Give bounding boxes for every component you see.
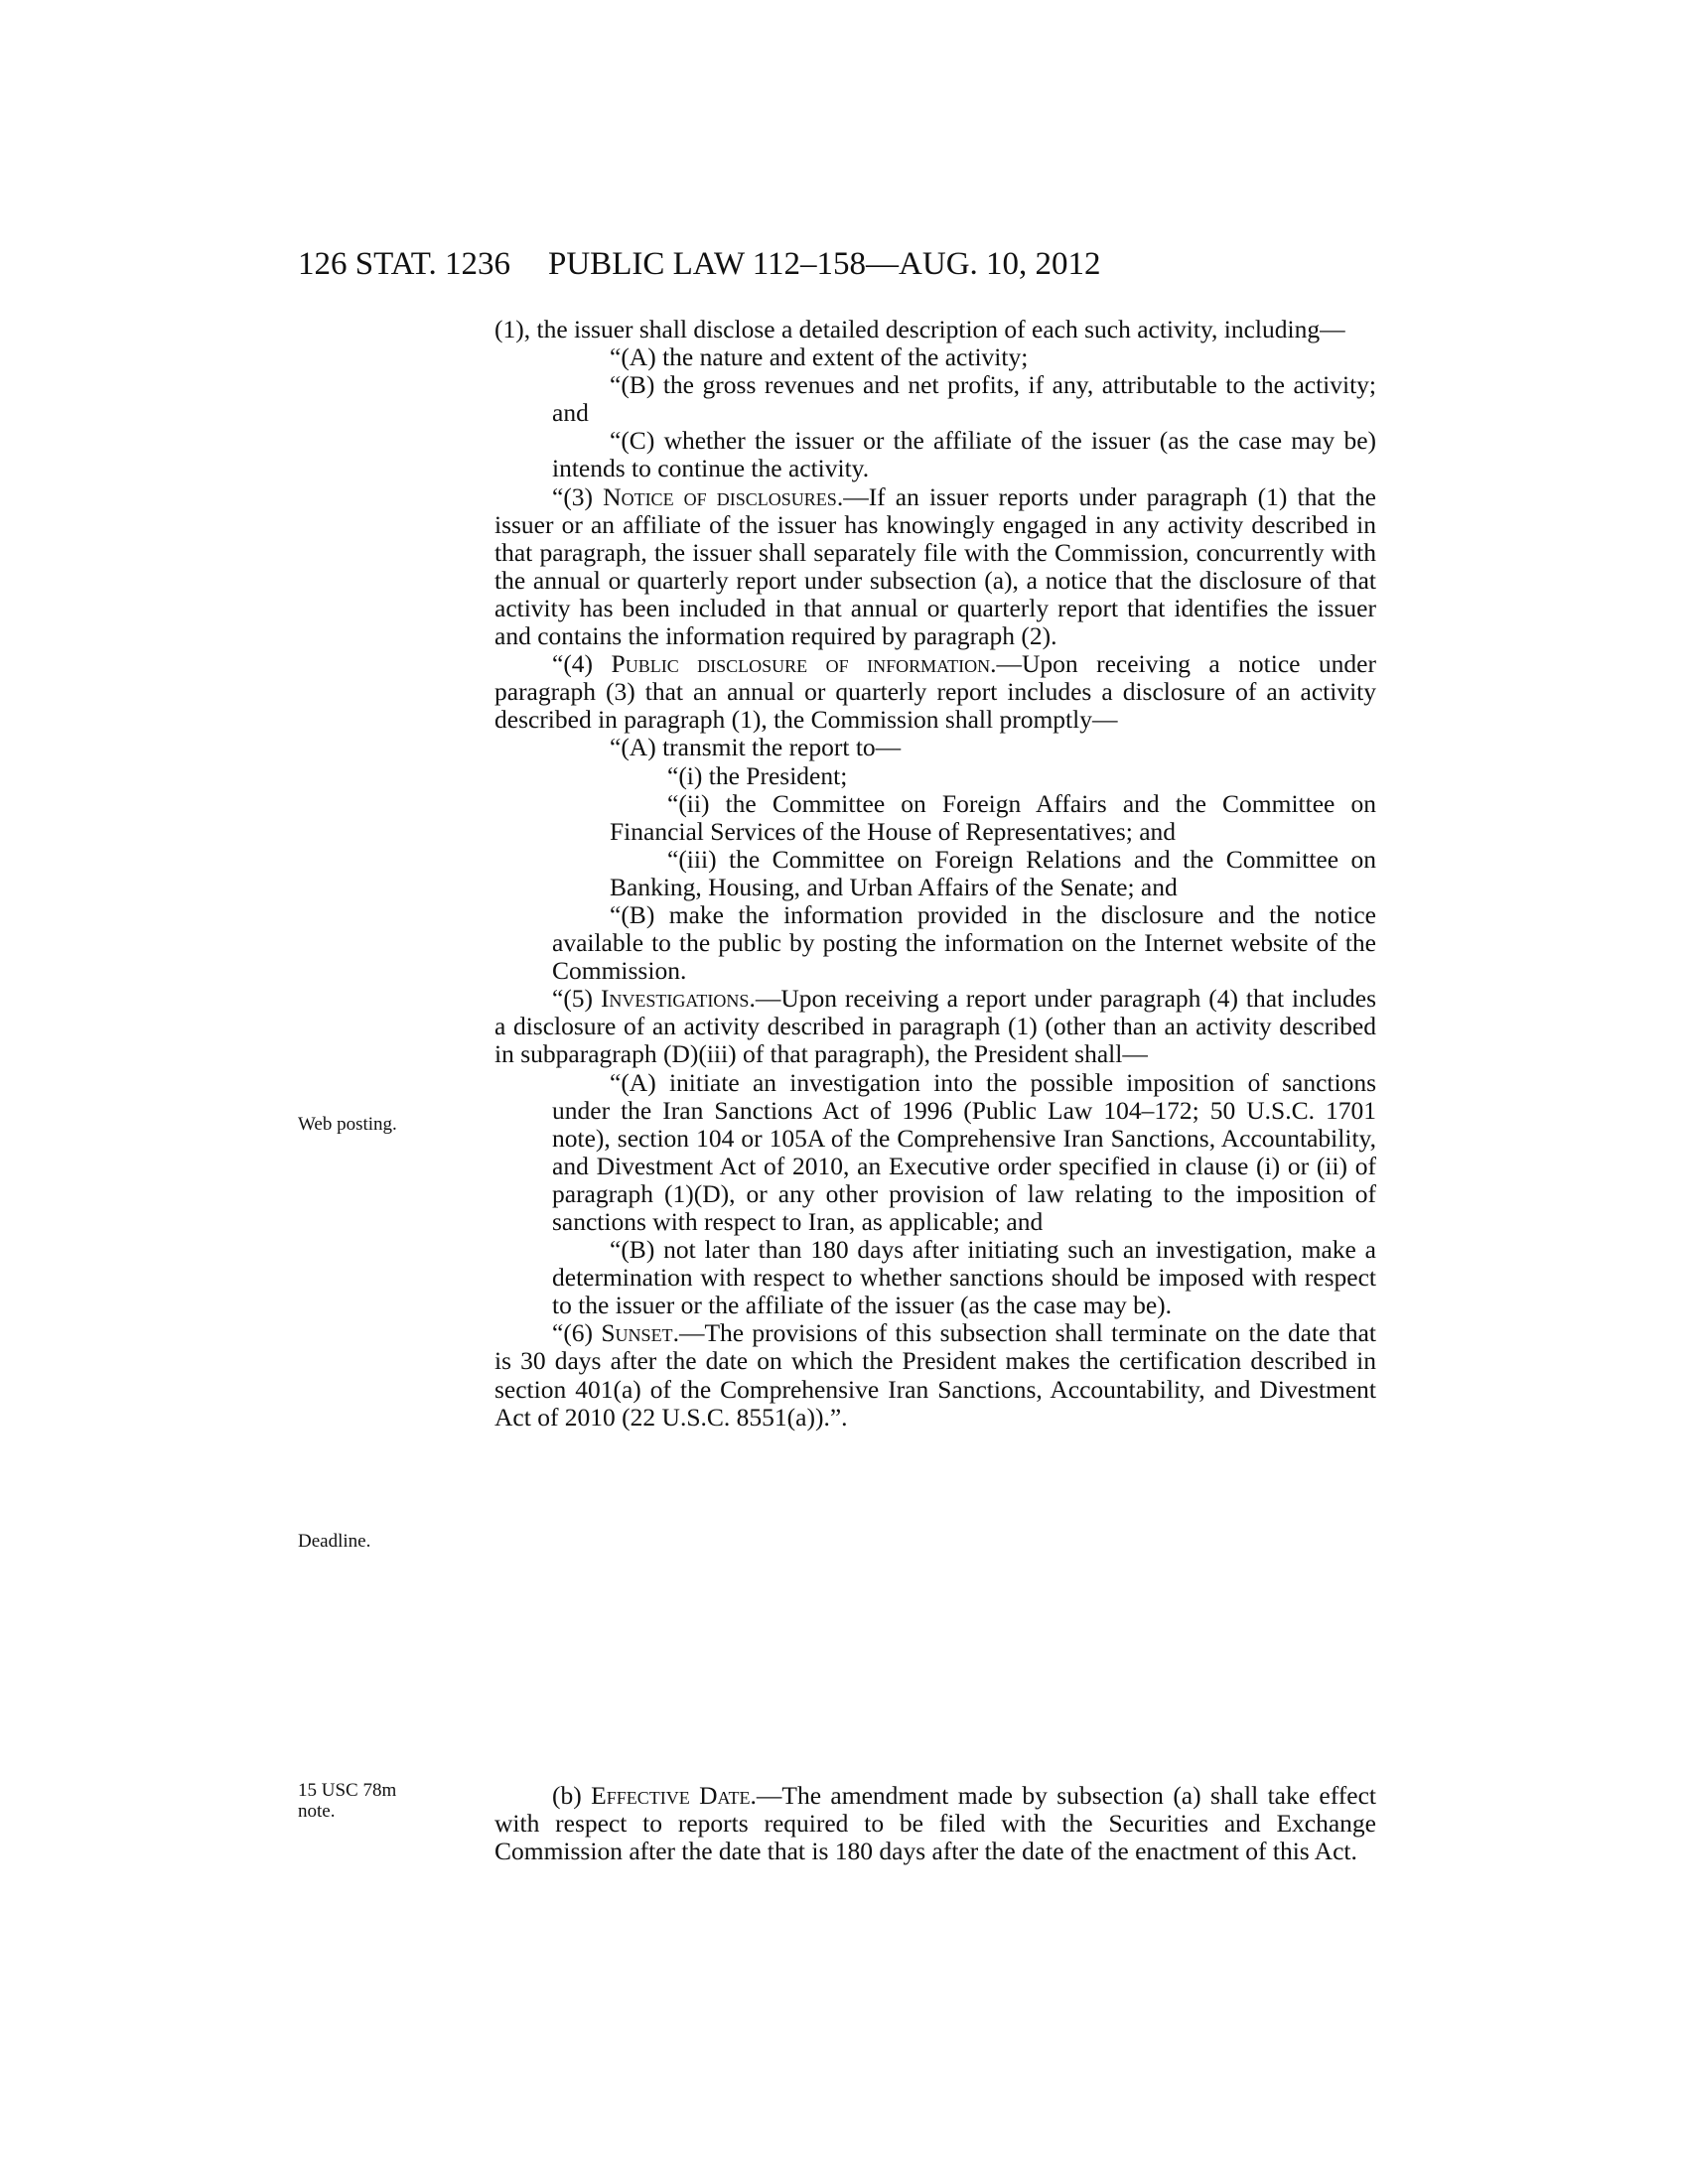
paragraph-3 — [494, 483, 1376, 651]
subsection-b-heading: Effective Date — [591, 1781, 751, 1810]
statute-citation: 126 STAT. 1236 — [298, 246, 511, 282]
subparagraph-2b: “(B) the gross revenues and net profits, if any, attributable to the activity; and — [552, 370, 1376, 428]
subparagraph-4b: “(B) make the information provided in the disclosure and the notice available to the public by posting the information on the Internet website of the Commission. — [552, 899, 1376, 986]
clause-4a-iii: “(iii) the Committee on Foreign Relations and the Committee on Banking, Housing, and Urban Affairs of the Senate; and — [610, 844, 1376, 901]
subsection-b-number: (b) — [552, 1781, 592, 1810]
subparagraph-5a: “(A) initiate an investigation into the possible imposition of sanctions under the Iran Sanctions Act of 1996 (Public Law 104–172; 50 U.S.C. 1701 note), section 104 or 105A of the Comprehensive Iran Sanctions, Accountability, and Divestment Act of 2010, an Executive order specified in clause (i) or (ii) of paragraph (1)(D), or any other provision of law relating to the imposition of sanctions with respect to Iran, as applicable; and — [552, 1067, 1376, 1236]
margin-note-web-posting: Web posting. — [298, 1114, 397, 1135]
paragraph-4-number: “(4) — [552, 649, 612, 679]
paragraph-5-heading: Investigations — [600, 984, 750, 1014]
subparagraph-4a: “(A) transmit the report to— — [610, 733, 902, 762]
subsection-b-text: .—The amendment made by subsection (a) shall take effect with respect to reports required to be filed with the Securities and Exchange Commission after the date that is 180 days after the date of the enactment of this Act. — [494, 1781, 1376, 1866]
subparagraph-2a: “(A) the nature and extent of the activity; — [610, 342, 1029, 372]
paragraph-6 — [494, 1319, 1376, 1431]
subsection-b — [494, 1782, 1376, 1865]
paragraph-3-number: “(3) — [552, 481, 604, 511]
paragraph-5-text: .—Upon receiving a report under paragraph (4) that includes a disclosure of an activity described in paragraph (1) (other than an activity described in subparagraph (D)(iii) of that paragraph), the President shall— — [494, 984, 1376, 1069]
paragraph-6-number: “(6) — [552, 1318, 602, 1348]
paragraph-3-heading: Notice of disclosures — [603, 481, 837, 511]
paragraph-6-heading: Sunset — [601, 1318, 673, 1348]
clause-4a-i: “(i) the President; — [667, 760, 848, 790]
subparagraph-5b: “(B) not later than 180 days after initiating such an investigation, make a determination with respect to whether sanctions should be imposed with respect to the issuer or the affiliate of the issuer (as the case may be). — [552, 1235, 1376, 1320]
paragraph-4 — [494, 650, 1376, 734]
subparagraph-2c: “(C) whether the issuer or the affiliate of the issuer (as the case may be) intends to continue the activity. — [552, 426, 1376, 483]
paragraph-4-text: .—Upon receiving a notice under paragraph (3) that an annual or quarterly report includes a disclosure of an activity described in paragraph (1), the Commission shall promptly— — [494, 649, 1376, 735]
margin-note-usc-line2: note. — [298, 1801, 336, 1822]
paragraph-5 — [494, 985, 1376, 1068]
margin-note-deadline: Deadline. — [298, 1531, 371, 1552]
paragraph-6-text: .—The provisions of this subsection shall terminate on the date that is 30 days after the date on which the President makes the certification described in section 401(a) of the Comprehensive Iran Sanctions, Accountability, and Divestment Act of 2010 (22 U.S.C. 8551(a)).”. — [494, 1318, 1376, 1432]
clause-4a-ii: “(ii) the Committee on Foreign Affairs and the Committee on Financial Services of the House of Representatives; and — [610, 788, 1376, 846]
statute-body — [494, 316, 1376, 1432]
paragraph-4-heading: Public disclosure of information — [611, 649, 991, 679]
page-title: PUBLIC LAW 112–158—AUG. 10, 2012 — [548, 246, 1101, 282]
margin-note-usc-line1: 15 USC 78m — [298, 1780, 397, 1801]
paragraph-5-number: “(5) — [552, 984, 601, 1014]
subsection-b-effective-date — [494, 1782, 1376, 1865]
margin-note-usc — [298, 1780, 396, 1822]
paragraph-intro: (1), the issuer shall disclose a detailed description of each such activity, including— — [494, 315, 1345, 343]
paragraph-3-text: .—If an issuer reports under paragraph (1) that the issuer or an affiliate of the issuer has knowingly engaged in any activity described in that paragraph, the issuer shall separately file with the Commission, concurrently with the annual or quarterly report under subsection (a), a notice that the disclosure of that activity has been included in that annual or quarterly report that identifies the issuer and contains the information required by paragraph (2). — [494, 481, 1376, 651]
